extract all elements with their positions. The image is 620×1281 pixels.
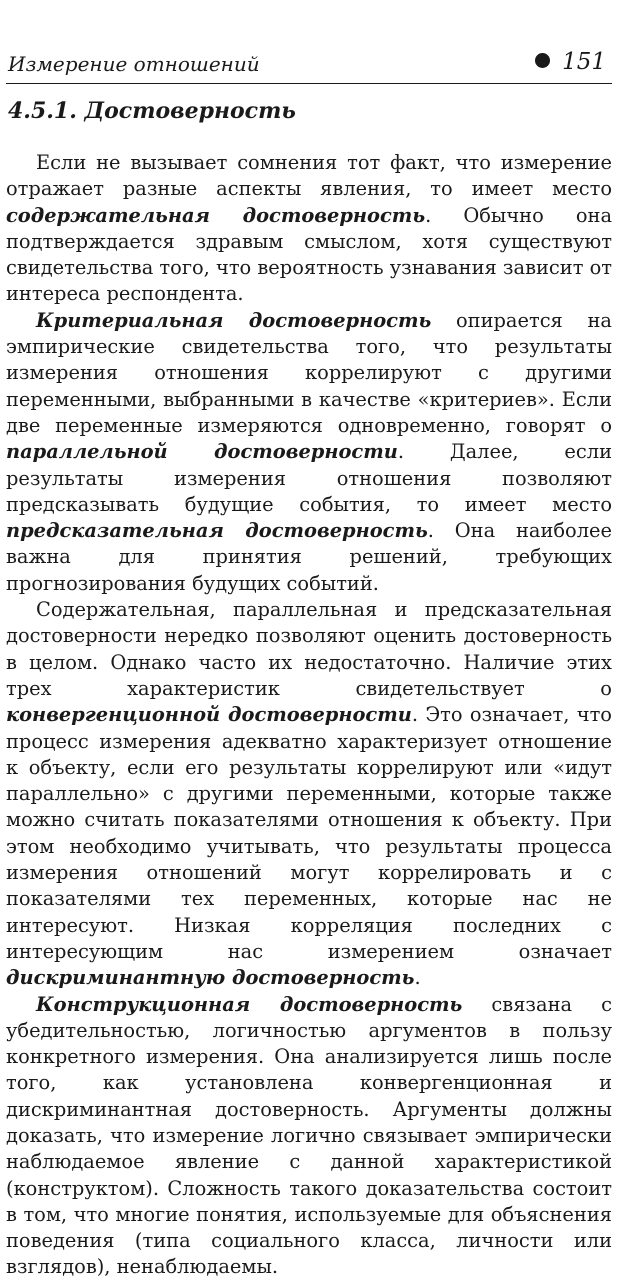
body-text: [6, 150, 612, 1281]
paragraph-text: Содержательная, параллельная и предсказательная достоверности нередко позволяют оценить достоверность в целом. Однако часто их недостаточно. Наличие этих трех характеристик свидетельствует о: [6, 598, 612, 700]
defined-term: дискриминантную достоверность: [6, 966, 415, 990]
paragraph: [6, 597, 612, 991]
bullet-dot-icon: [535, 53, 550, 68]
running-header: [6, 0, 612, 84]
paragraph-text: . Она наиболее важна для принятия решений, требующих прогнозирования будущих событий.: [6, 519, 612, 595]
defined-term: Критериальная достоверность: [36, 308, 432, 332]
page-number: 151: [562, 49, 606, 75]
paragraph-text: .: [414, 966, 421, 990]
paragraph-text: . Далее, если результаты измерения отношения позволяют предсказывать будущие события, то имеет место: [6, 440, 612, 516]
defined-term: содержательная достоверность: [6, 203, 426, 227]
paragraph: [6, 150, 612, 308]
defined-term: конвергенционной достоверности: [6, 703, 412, 727]
page-number-block: [535, 49, 606, 75]
section-title: 4.5.1. Достоверность: [8, 98, 296, 124]
paragraph-text: . Обычно она подтверждается здравым смыслом, хотя существуют свидетельства того, что вероятность узнавания зависит от интереса респондента.: [6, 203, 612, 306]
paragraph-text: . Это означает, что процесс измерения адекватно характеризует отношение к объекту, если его результаты коррелируют или «идут параллельно» с другими переменными, которые также можно считать показателями отношения к объекту. При этом необходимо учитывать, что результаты процесса измерения отношений могут коррелировать и с показателями тех переменных, которые нас не интересуют. Низкая корреляция последних с интересующим нас измерением означает: [6, 703, 612, 963]
running-title: Измерение отношений: [8, 52, 260, 76]
defined-term: параллельной достоверности: [6, 440, 398, 464]
paragraph-text: опирается на эмпирические свидетельства того, что результаты измерения отношения коррелируют с другими переменными, выбранными в качестве «критериев». Если две переменные измеряются одновременно, говорят о: [6, 308, 612, 437]
defined-term: предсказательная достоверность: [6, 519, 428, 543]
paragraph-text: Если не вызывает сомнения тот факт, что измерение отражает разные аспекты явления, то имеет место: [6, 151, 612, 201]
paragraph: [6, 308, 612, 597]
paragraph: [6, 992, 612, 1281]
defined-term: Конструкционная достоверность: [36, 992, 463, 1016]
paragraph-text: связана с убедительностью, логичностью аргументов в пользу конкретного измерения. Она анализируется лишь после того, как установлена конвергенционная и дискриминантная достоверность. Аргументы должны доказать, что измерение логично связывает эмпирически наблюдаемое явление с данной характеристикой (конструктом). Сложность такого доказательства состоит в том, что многие понятия, используемые для объяснения поведения (типа социального класса, личности или взглядов), ненаблюдаемы.: [6, 992, 612, 1279]
